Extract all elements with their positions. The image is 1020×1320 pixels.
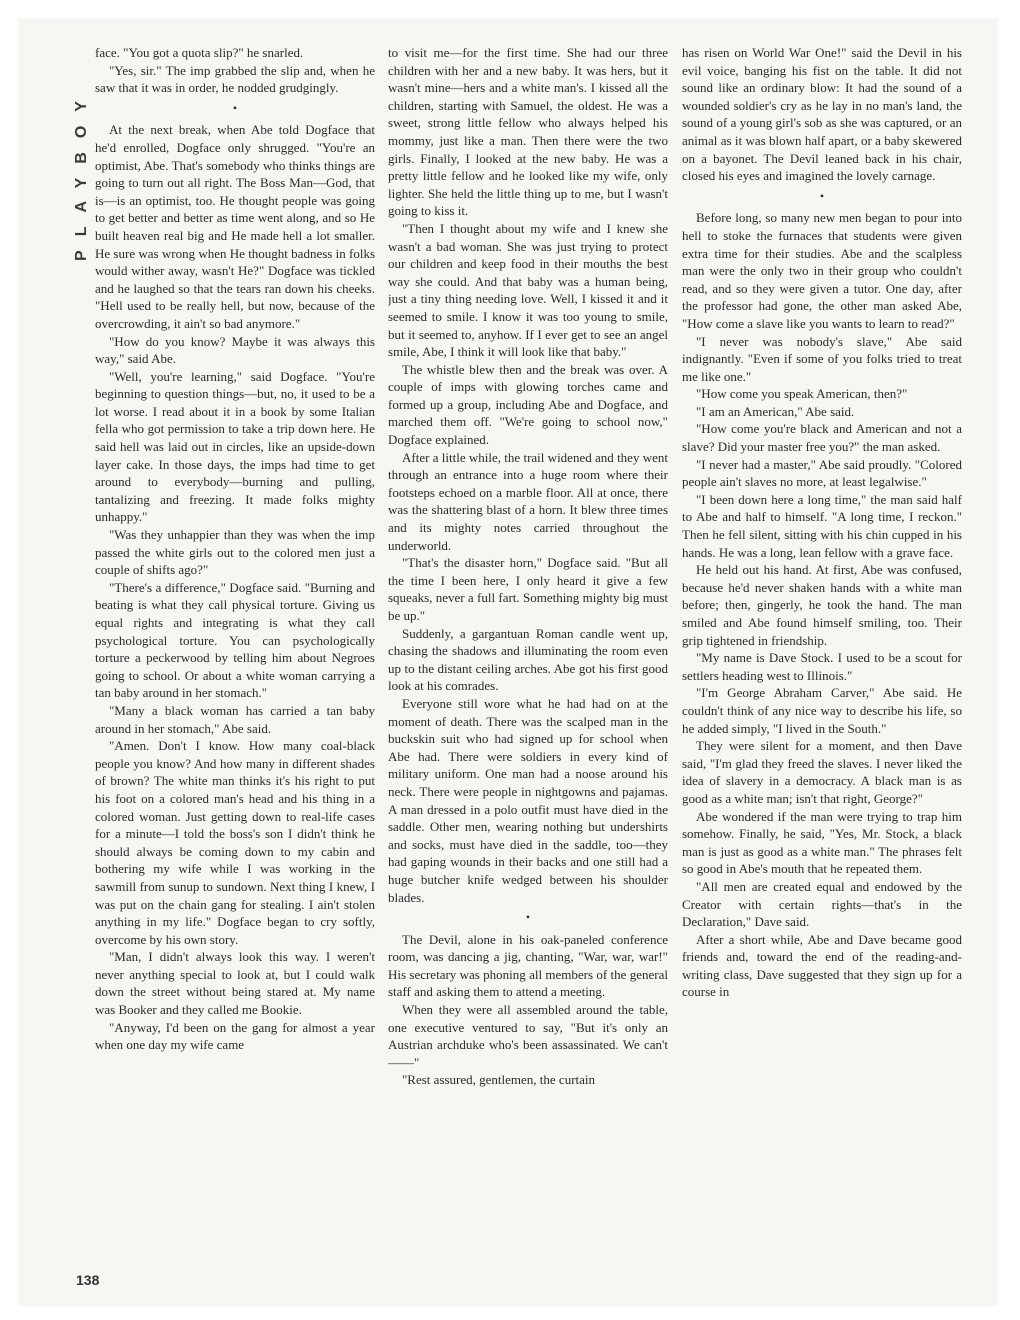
- body-paragraph: "All men are created equal and endowed by the Creator with certain rights—that's in the Declaration," Dave said.: [682, 878, 962, 930]
- body-paragraph: The whistle blew then and the break was over. A couple of imps with glowing torches came and formed up a group, including Abe and Dogface, and marched them off. "We're going to school now," Dogface explained.: [388, 361, 668, 448]
- page-number: 138: [76, 1272, 100, 1288]
- body-paragraph: "Anyway, I'd been on the gang for almost a year when one day my wife came: [95, 1019, 375, 1053]
- text-column-1: [95, 44, 375, 1270]
- body-paragraph: "I been down here a long time," the man said half to Abe and half to himself. "A long time, I reckon." Then he fell silent, sitting with his chin cupped in his hands. He was a long, lean fellow with a grave face.: [682, 491, 962, 560]
- body-paragraph: After a short while, Abe and Dave became good friends and, toward the end of the reading-and-writing class, Dave suggested that they sign up for a course in: [682, 931, 962, 1000]
- masthead-text: PLAYBOY: [73, 87, 90, 261]
- body-paragraph: Abe wondered if the man were trying to trap him somehow. Finally, he said, "Yes, Mr. Stock, a black man is just as good as a white man." The phrases felt so good in Abe's mouth that he repeated them.: [682, 808, 962, 877]
- body-paragraph: "Then I thought about my wife and I knew she wasn't a bad woman. She was just trying to protect our children and keep food in their mouths the best way she could. And that baby was a human being, just a tiny thing needing love. Well, I kissed it and it seemed to smile. I know it was too young to smile, but it seemed to, anyhow. If I ever get to see an angel smile, Abe, I think it will look like that baby.": [388, 220, 668, 360]
- body-paragraph: "I am an American," Abe said.: [696, 403, 855, 419]
- text-column-3: [682, 44, 962, 1270]
- section-break: •: [819, 188, 825, 203]
- body-paragraph: "Many a black woman has carried a tan baby around in her stomach," Abe said.: [95, 702, 375, 736]
- body-paragraph: "There's a difference," Dogface said. "Burning and beating is what they call physical torture. Giving us equal rights and integrating is what they call psychological torture. You can psychologically torture a peckerwood by telling him about Negroes going to school. Or about a white woman carrying a tan baby around in her stomach.": [95, 579, 375, 701]
- body-paragraph: After a little while, the trail widened and they went through an entrance into a huge room where their footsteps echoed on a marble floor. All at once, there was the shattering blast of a horn. It blew three times and its mighty notes carried throughout the underworld.: [388, 449, 668, 553]
- body-paragraph: "I'm George Abraham Carver," Abe said. He couldn't think of any nice way to describe his life, so he added simply, "I lived in the South.": [682, 685, 962, 736]
- body-paragraph: "How do you know? Maybe it was always this way," said Abe.: [95, 333, 375, 367]
- body-paragraph: "Was they unhappier than they was when the imp passed the white girls out to the colored men just a couple of shifts ago?": [95, 527, 375, 578]
- body-paragraph: When they were all assembled around the table, one executive ventured to say, "But it's only an Austrian archduke who's been assassinated. We can't——": [388, 1002, 668, 1070]
- body-paragraph: "How come you speak American, then?": [696, 386, 908, 402]
- body-paragraph: The Devil, alone in his oak-paneled conference room, was dancing a jig, chanting, "War, war, war!" His secretary was phoning all members of the general staff and asking them to attend a meeting.: [388, 931, 668, 1000]
- body-paragraph: "Rest assured, gentlemen, the curtain: [402, 1072, 596, 1088]
- text-column-2: [388, 44, 668, 1270]
- body-paragraph: They were silent for a moment, and then Dave said, "I'm glad they freed the slaves. I never liked the idea of slavery in a democracy. A black man is as good as a white man; isn't that right, George?": [682, 738, 962, 806]
- body-paragraph: "I never was nobody's slave," Abe said indignantly. "Even if some of you folks tried to treat me like one.": [682, 333, 962, 384]
- section-break: •: [525, 910, 531, 925]
- body-paragraph: Everyone still wore what he had had on at the moment of death. There was the scalped man in the buckskin suit who had signed up for school when Abe had. There were soldiers in every kind of military uniform. One man had a noose around his neck. There were people in nightgowns and pajamas. A man dressed in a polo outfit must have died in the saddle. Other men, wearing nothing but undershirts and socks, must have died in the saddle, too—they had gaping wounds in their backs and one still had a huge butcher knife wedged between his shoulder blades.: [388, 695, 668, 905]
- section-break: •: [232, 100, 238, 115]
- body-paragraph: At the next break, when Abe told Dogface that he'd enrolled, Dogface only shrugged. "You're an optimist, Abe. That's somebody who thinks things are going to turn out all right. The Boss Man—God, that is—is an optimist, too. He thought people was going to get better and better as time went along, and so He built heaven real big and He made hell a lot smaller. He sure was wrong when He thought badness in folks would wither away, wasn't He?" Dogface was tickled and he laughed so that the tears ran down his cheeks. "Hell used to be really hell, but now, because of the overcrowding, it ain't so bad anymore.": [95, 122, 375, 331]
- body-paragraph: "Yes, sir." The imp grabbed the slip and, when he saw that it was in order, he nodded grudgingly.: [95, 62, 375, 96]
- body-paragraph: "My name is Dave Stock. I used to be a scout for settlers heading west to Illinois.": [682, 650, 962, 683]
- body-paragraph: Suddenly, a gargantuan Roman candle went up, chasing the shadows and illuminating the room even up to the distant ceiling arches. Abe got his first good look at his comrades.: [388, 625, 668, 694]
- body-paragraph: "Amen. Don't I know. How many coal-black people you know? And how many in different shades of brown? The white man thinks it's his right to put his foot on a colored man's head and his thing in a colored woman. Just getting down to real-life cases for a minute—I told the boss's son I didn't think he should always be coming down to my cabin and bothering my wife while I was working in the sawmill from sunup to sundown. Next thing I knew, I was put on the chain gang for stealing. I ain't stolen anything in my life." Dogface began to cry softly, overcome by his own story.: [95, 738, 375, 947]
- body-paragraph: to visit me—for the first time. She had our three children with her and a new baby. It was hers, but it wasn't mine—hers and a white man's. I kissed all the children, starting with Samuel, the oldest. He was a sweet, strong little fellow who always helped his mommy, just like a man. Then there were the two girls. Finally, I looked at the new baby. He was a pretty little fellow and he looked like my wife, only lighter. She held the little thing up to me, but I wasn't going to kiss it.: [388, 45, 668, 219]
- body-paragraph: "Well, you're learning," said Dogface. "You're beginning to question things—but, no, it used to be a lot worse. I read about it in a book by some Italian fella who got permission to take a trip down here. He said hell was laid out in circles, like an upside-down layer cake. In those days, the imps had time to get around to everybody—burning and pulling, tantalizing and freezing. It made folks mighty unhappy.": [95, 368, 375, 525]
- body-paragraph: "Man, I didn't always look this way. I weren't never anything special to look at, but I could walk down the street without being stared at. My name was Booker and they called me Bookie.: [95, 949, 375, 1018]
- body-paragraph: face. "You got a quota slip?" he snarled.: [95, 45, 304, 60]
- body-paragraph: "That's the disaster horn," Dogface said. "But all the time I been here, I only heard it give a few squeaks, never a full fart. Something mighty big must be up.": [388, 555, 668, 623]
- body-paragraph: "How come you're black and American and not a slave? Did your master free you?" the man asked.: [682, 421, 962, 455]
- body-paragraph: He held out his hand. At first, Abe was confused, because he'd never shaken hands with a white man before; then, gingerly, he took the hand. The man smiled and Abe found himself smiling, too. Their grip tightened in friendship.: [682, 562, 962, 648]
- body-paragraph: Before long, so many new men began to pour into hell to stoke the furnaces that students were given extra time for their studies. Abe and the scalpless man were the only two in their group who couldn't read, and so they were given a tutor. One day, after the professor had gone, the other man asked Abe, "How come a slave like you wants to learn to read?": [682, 210, 962, 331]
- body-paragraph: has risen on World War One!" said the Devil in his evil voice, banging his fist on the table. It did not sound like an ordinary blow: It had the sound of a wounded soldier's cry as he lay in no man's land, the sound of a young girl's sob as she was captured, or an animal as it was blown half apart, or a baby skewered on a bayonet. The Devil leaned back in his chair, closed his eyes and imagined the lovely carnage.: [682, 45, 962, 184]
- body-paragraph: "I never had a master," Abe said proudly. "Colored people ain't slaves no more, at least legalwise.": [682, 456, 962, 490]
